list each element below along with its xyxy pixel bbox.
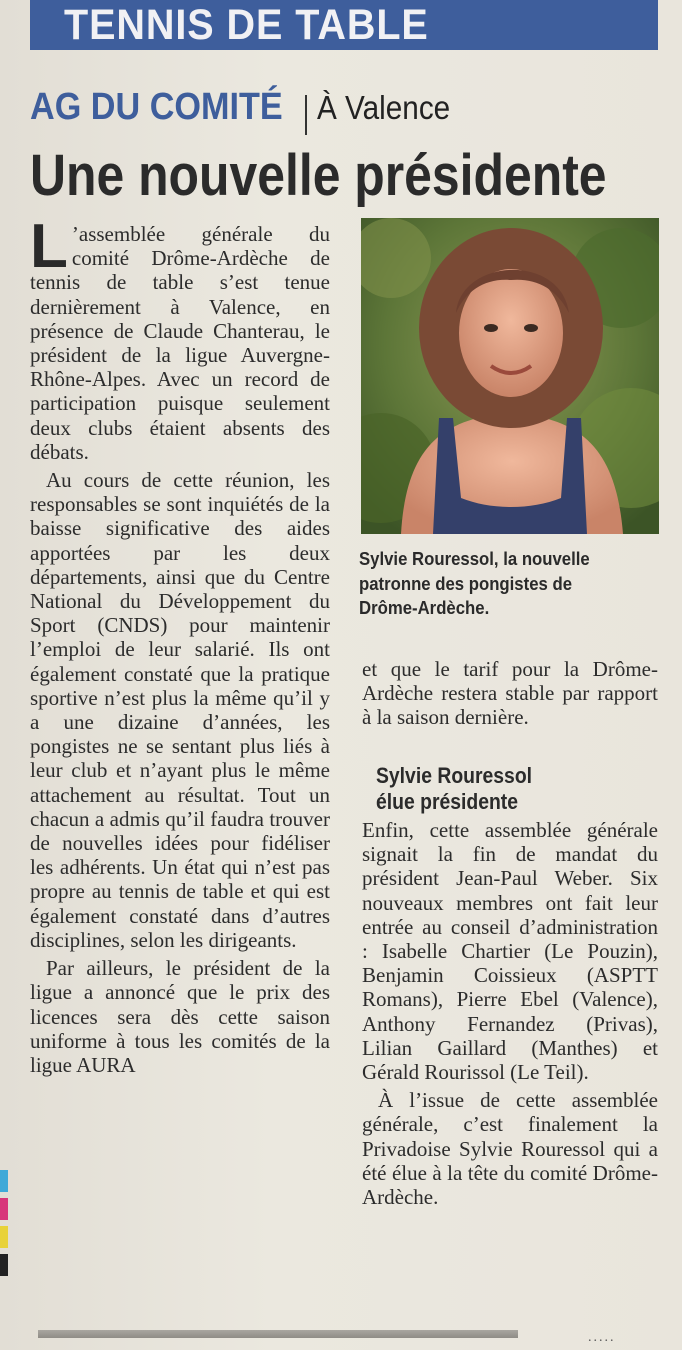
page-title: Une nouvelle présidente (30, 143, 607, 208)
edge-color-marks (0, 1170, 10, 1300)
section-title: TENNIS DE TABLE (64, 1, 429, 49)
article-paragraph-5: À l’issue de cette assemblée générale, c’est finalement la Privadoise Sylvie Rouressol qui a été élue à la tête du comité Drôme-Ardèche. (362, 1088, 658, 1210)
article-column-1 (30, 212, 330, 1077)
edge-mark-yellow (0, 1226, 8, 1248)
footer-dots: ..... (588, 1330, 616, 1345)
photo-caption (359, 547, 638, 621)
kicker-divider (305, 95, 307, 135)
portrait-photo (361, 218, 659, 534)
article-paragraph-3: Par ailleurs, le président de la ligue a annoncé que le prix des licences sera dès cette saison uniforme à tous les comités de la ligue AURA (30, 956, 330, 1077)
edge-mark-magenta (0, 1198, 8, 1220)
article-column-2-bottom (362, 818, 658, 1209)
section-banner (30, 0, 658, 50)
bottom-divider (38, 1330, 518, 1338)
drop-cap: L (30, 212, 68, 281)
edge-mark-black (0, 1254, 8, 1276)
subheading-line-2: élue présidente (376, 789, 519, 814)
kicker (30, 84, 465, 138)
paragraph-3-continued: et que le tarif pour la Drôme-Ardèche restera stable par rapport à la saison dernière. (362, 657, 658, 730)
caption-line-1: Sylvie Rouressol, la nouvelle (359, 549, 590, 569)
paragraph-1-text: ’assemblée générale du comité Drôme-Ardèche de tennis de table s’est tenue dernièrement à Valence, en présence de Claude Chanterau, le président de la ligue Auvergne-Rhône-Alpes. Avec un record de participation puisque seulement deux clubs étaient absents des débats. (30, 222, 330, 464)
subheading-line-1: Sylvie Rouressol (376, 763, 533, 788)
kicker-location: À Valence (316, 89, 450, 126)
article-paragraph-1 (30, 212, 330, 464)
portrait-illustration (361, 218, 659, 534)
article-column-2-top (362, 657, 658, 730)
kicker-section: AG DU COMITÉ (30, 86, 283, 128)
article-paragraph-4: Enfin, cette assemblée générale signait la fin de mandat du président Jean-Paul Weber. Six nouveaux membres ont fait leur entrée au conseil d’administration : Isabelle Chartier (Le Pouzin), Benjamin Coissieux (ASPTT Romans), Pierre Ebel (Valence), Anthony Fernandez (Privas), Lilian Gaillard (Manthes) et Gérald Rourissol (Le Teil). (362, 818, 658, 1085)
subheading (376, 763, 532, 815)
caption-line-2: patronne des pongistes de (359, 573, 573, 594)
article-paragraph-2: Au cours de cette réunion, les responsables se sont inquiétés de la baisse significative des aides apportées par les deux départements, ainsi que du Centre National du Développement du Sport (CNDS) pour maintenir l’emploi de leur salarié. Ils ont également constaté que la pratique sportive n’est plus la même qu’il y a une dizaine d’années, les pongistes ne se sentant plus liés à leur club et n’ayant plus le même attachement au résultat. Tout un chacun a admis qu’il faudra trouver de nouvelles idées pour fidéliser les adhérents. Un état qui n’est pas propre au tennis de table et qui est également constaté dans d’autres disciplines, selon les dirigeants. (30, 468, 330, 952)
edge-mark-cyan (0, 1170, 8, 1192)
caption-line-3: Drôme-Ardèche. (359, 598, 490, 618)
